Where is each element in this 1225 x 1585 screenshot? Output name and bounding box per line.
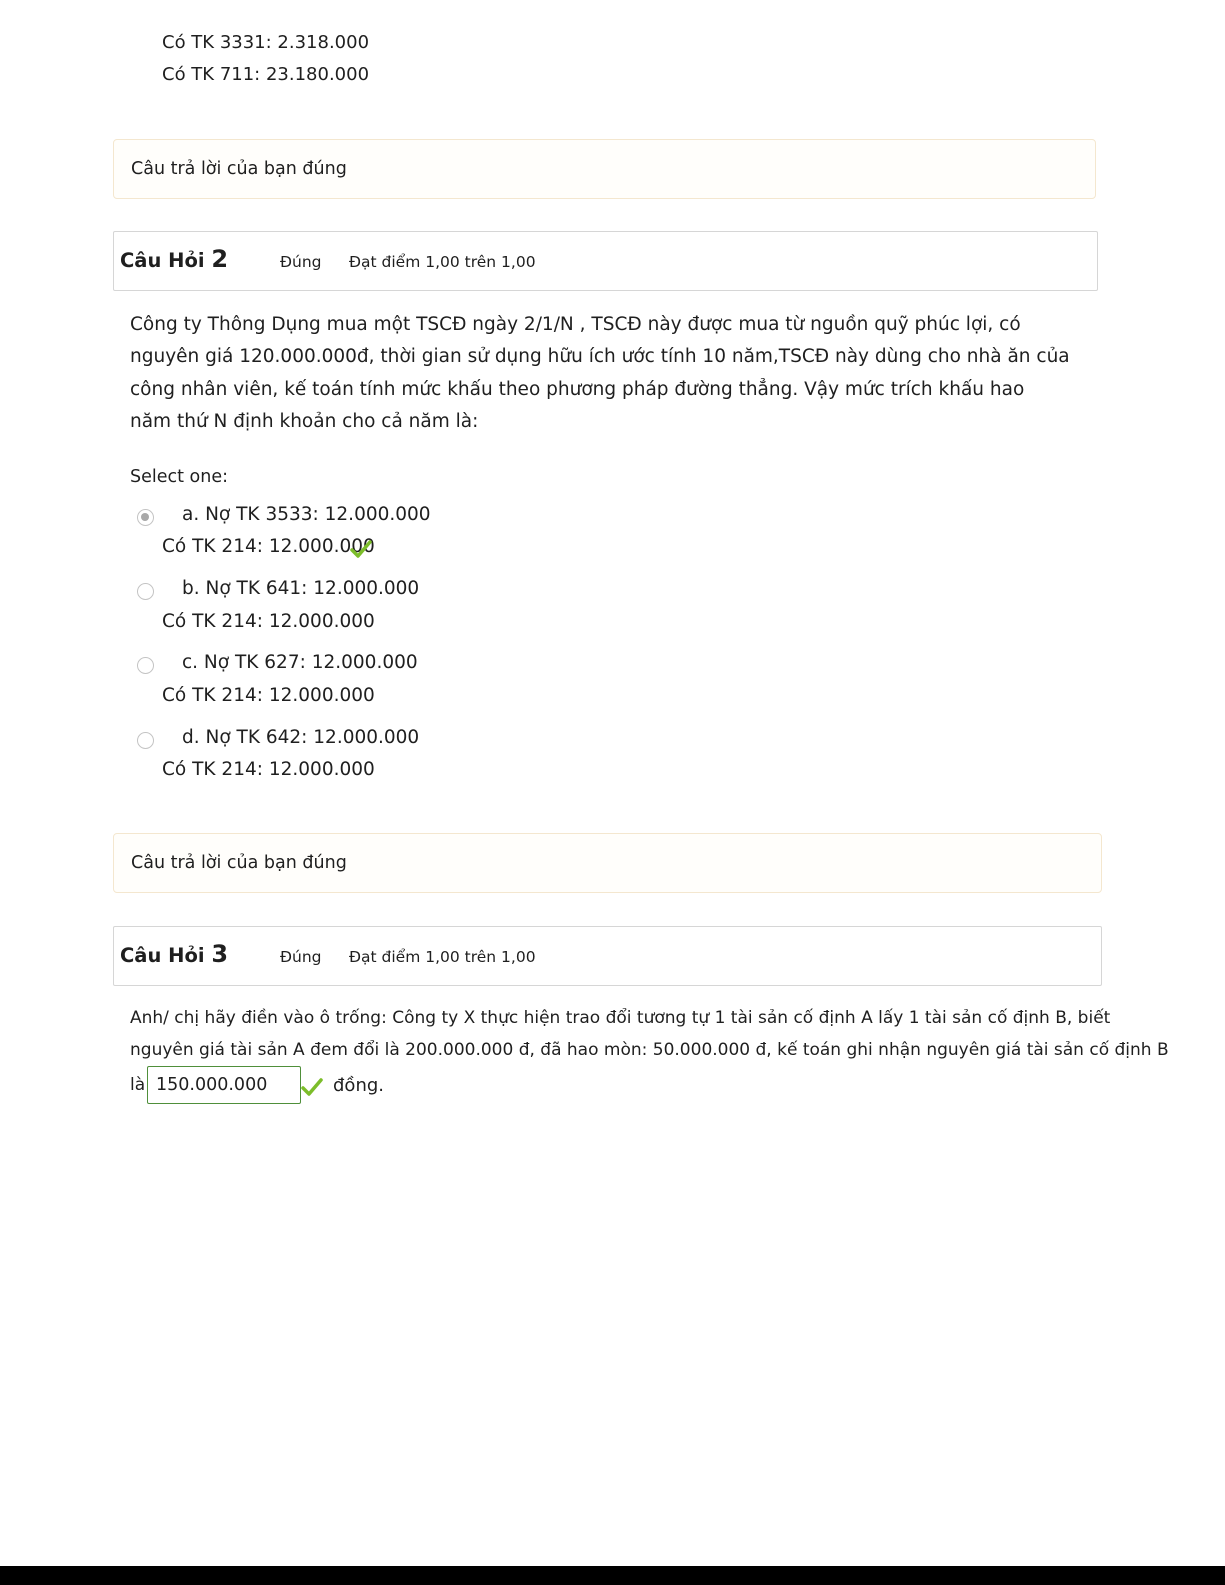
question-label: Câu Hỏi — [120, 944, 205, 967]
option-d-radio[interactable] — [137, 732, 154, 749]
question-2-text: Công ty Thông Dụng mua một TSCĐ ngày 2/1/N , TSCĐ này được mua từ nguồn quỹ phúc lợi, có nguyên giá 120.000.000đ, thời gian sử dụng hữu ích ước tính 10 năm,TSCĐ này dùng cho nhà ăn của công nhân viên, kế toán tính mức khấu theo phương pháp đường thẳng. Vậy mức trích khấu hao năm thứ N định khoản cho cả năm là: — [130, 314, 1070, 432]
option-a-sub: Có TK 214: 12.000.000 — [162, 536, 375, 557]
question-state: Đúng — [280, 253, 322, 271]
select-one-label: Select one: — [130, 467, 229, 487]
question-3-title — [120, 940, 228, 968]
option-a-radio[interactable] — [137, 509, 154, 526]
prev-feedback-box — [113, 139, 1096, 199]
checkmark-icon — [301, 1077, 323, 1097]
feedback-text: Câu trả lời của bạn đúng — [131, 853, 347, 873]
bottom-bar — [0, 1566, 1225, 1585]
option-c-label[interactable]: c. Nợ TK 627: 12.000.000 — [182, 652, 418, 673]
option-d-sub: Có TK 214: 12.000.000 — [162, 759, 375, 780]
option-c-sub: Có TK 214: 12.000.000 — [162, 685, 375, 706]
question-3-prefix: là — [130, 1075, 146, 1095]
question-grade: Đạt điểm 1,00 trên 1,00 — [349, 948, 536, 966]
option-c-radio[interactable] — [137, 657, 154, 674]
question-3-suffix: đồng. — [333, 1075, 384, 1096]
option-d-label[interactable]: d. Nợ TK 642: 12.000.000 — [182, 727, 420, 748]
option-a-label[interactable]: a. Nợ TK 3533: 12.000.000 — [182, 504, 431, 525]
prev-answer-line-2: Có TK 711: 23.180.000 — [162, 64, 370, 85]
question-2-title — [120, 245, 228, 273]
option-b-radio[interactable] — [137, 583, 154, 600]
question-3-text-line-2: nguyên giá tài sản A đem đổi là 200.000.000 đ, đã hao mòn: 50.000.000 đ, kế toán ghi nhận nguyên giá tài sản cố định B — [130, 1040, 1169, 1060]
option-b-sub: Có TK 214: 12.000.000 — [162, 611, 375, 632]
answer-input[interactable] — [147, 1066, 301, 1104]
checkmark-icon — [350, 539, 372, 559]
question-label: Câu Hỏi — [120, 249, 205, 272]
feedback-text: Câu trả lời của bạn đúng — [131, 159, 347, 179]
question-grade: Đạt điểm 1,00 trên 1,00 — [349, 253, 536, 271]
option-b-label[interactable]: b. Nợ TK 641: 12.000.000 — [182, 578, 420, 599]
question-number: 2 — [211, 245, 229, 273]
prev-answer-line-1: Có TK 3331: 2.318.000 — [162, 32, 370, 53]
question-3-text-line-1: Anh/ chị hãy điền vào ô trống: Công ty X thực hiện trao đổi tương tự 1 tài sản cố định A lấy 1 tài sản cố định B, biết — [130, 1008, 1111, 1028]
question-3-header — [113, 926, 1102, 986]
question-2-header — [113, 231, 1098, 291]
question-state: Đúng — [280, 948, 322, 966]
question-2-feedback-box — [113, 833, 1102, 893]
question-number: 3 — [211, 940, 229, 968]
